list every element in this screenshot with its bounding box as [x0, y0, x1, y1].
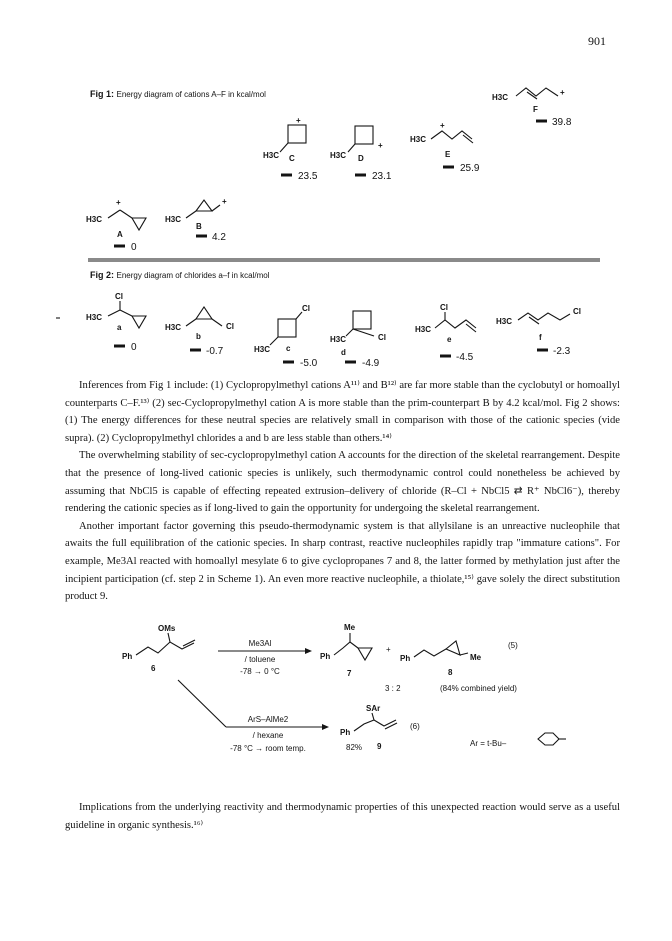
- paragraph-3: Another important factor governing this pseudo-thermodynamic system is that allylsilane is an unreactive nucleophile that awaits the full equilibration of the cationic species. In sharp contrast, reactive nucleophiles rapidly trap "immature cations". For example, Me3Al reacted with homoallyl mesylate 6 to give cyclopropanes 7 and 8, the latter formed by methylation just after the incipient participation (cf. step 2 in Scheme 1). An even more reactive nucleophile, a thiolate,¹⁵⁾ gave solely the direct substitution product 9.: [65, 520, 620, 603]
- svg-text:+: +: [222, 197, 227, 206]
- chloride-f-energy: -2.3: [553, 346, 571, 357]
- svg-text:Ph: Ph: [340, 728, 351, 737]
- svg-text:OMs: OMs: [158, 624, 176, 633]
- chloride-c-energy: -5.0: [300, 358, 318, 369]
- chloride-a-label: a: [117, 323, 122, 332]
- cation-E-energy: 25.9: [460, 163, 480, 174]
- product-ratio: 3 : 2: [385, 684, 401, 693]
- chloride-f: [496, 307, 581, 357]
- cation-D-label: D: [358, 154, 364, 163]
- svg-text:H3C: H3C: [496, 317, 513, 326]
- svg-text:H3C: H3C: [165, 215, 182, 224]
- combined-yield: (84% combined yield): [440, 684, 517, 693]
- chloride-e-energy: -4.5: [456, 352, 474, 363]
- yield-9: 82%: [346, 743, 363, 752]
- svg-text:H3C: H3C: [415, 325, 432, 334]
- chloride-b: [165, 307, 234, 357]
- chloride-a-energy: 0: [131, 342, 137, 353]
- paragraph-2: The overwhelming stability of sec-cyclopropylmethyl cation A accounts for the direction of the skeletal rearrangement. Despite that the presence of long-lived cationic species is unlikely, such thermodynamic control could nonetheless be achieved by assuming that NbCl5 is capable of effecting repeated extrusion–delivery of chloride (R–Cl + NbCl5 ⇄ R⁺ NbCl6⁻), thereby rendering the cationic species as if long-lived to gain the opportunity for undergoing the skeletal rearrangement.: [65, 450, 620, 515]
- closing-paragraph: Implications from the underlying reactivity and thermodynamic properties of this unexpected reaction would serve as a useful guideline in organic synthesis.¹⁶⁾: [65, 802, 620, 831]
- reagent-me3al: Me3Al: [248, 639, 272, 648]
- chloride-e-label: e: [447, 335, 452, 344]
- svg-text:H3C: H3C: [330, 151, 347, 160]
- svg-text:Cl: Cl: [573, 307, 581, 316]
- svg-text:Ph: Ph: [320, 652, 331, 661]
- fig1-caption-text: Energy diagram of cations A–F in kcal/mol: [116, 90, 266, 99]
- cation-E-label: E: [445, 150, 451, 159]
- cation-D-energy: 23.1: [372, 171, 392, 182]
- solvent-toluene: / toluene: [244, 655, 276, 664]
- compound-8-label: 8: [448, 668, 453, 677]
- svg-text:H3C: H3C: [165, 323, 182, 332]
- svg-text:H3C: H3C: [86, 313, 103, 322]
- svg-text:+: +: [440, 121, 445, 130]
- svg-text:H3C: H3C: [492, 93, 509, 102]
- svg-text:H3C: H3C: [263, 151, 280, 160]
- svg-text:Cl: Cl: [378, 333, 386, 342]
- equation-6-label: (6): [410, 722, 420, 731]
- fig2-label: Fig 2: [90, 270, 112, 280]
- svg-text:+: +: [296, 116, 301, 125]
- body-paragraphs: [65, 377, 620, 606]
- svg-text:Cl: Cl: [440, 303, 448, 312]
- fig2-caption: Fig 2: Energy diagram of chlorides a–f in kcal/mol: [90, 270, 270, 280]
- svg-text:H3C: H3C: [254, 345, 271, 354]
- chloride-d: [330, 311, 386, 369]
- chloride-b-label: b: [196, 332, 201, 341]
- fig1-label: Fig 1: [90, 89, 112, 99]
- cation-C-label: C: [289, 154, 295, 163]
- aryl-definition: Ar = t-Bu–: [470, 739, 507, 748]
- svg-text:H3C: H3C: [330, 335, 347, 344]
- cation-F-label: F: [533, 105, 538, 114]
- compound-9-label: 9: [377, 742, 382, 751]
- chloride-b-energy: -0.7: [206, 346, 224, 357]
- svg-text:Cl: Cl: [115, 292, 123, 301]
- svg-text:Cl: Cl: [226, 322, 234, 331]
- svg-text:Cl: Cl: [302, 304, 310, 313]
- compound-7-label: 7: [347, 669, 352, 678]
- reagent-thiolate: ArS–AlMe2: [247, 715, 289, 724]
- page-number: 901: [588, 34, 606, 48]
- fig1-caption: Fig 1: Energy diagram of cations A–F in kcal/mol: [90, 89, 266, 99]
- chloride-c: [254, 304, 318, 369]
- svg-text:Me: Me: [344, 623, 356, 632]
- svg-text:Me: Me: [470, 653, 482, 662]
- svg-text:Ph: Ph: [400, 654, 411, 663]
- svg-text:+: +: [378, 141, 383, 150]
- chloride-c-label: c: [286, 344, 291, 353]
- temp-1: -78 → 0 °C: [240, 667, 280, 676]
- cation-F-energy: 39.8: [552, 117, 572, 128]
- svg-text:+: +: [560, 88, 565, 97]
- fig2-caption-text: Energy diagram of chlorides a–f in kcal/mol: [116, 271, 270, 280]
- cation-B-energy: 4.2: [212, 232, 226, 243]
- reaction-scheme: [122, 623, 566, 753]
- benzene-ring-icon: [538, 733, 559, 745]
- svg-text:H3C: H3C: [410, 135, 427, 144]
- chloride-f-label: f: [539, 333, 542, 342]
- cation-A: [86, 198, 146, 253]
- cation-A-energy: 0: [131, 242, 137, 253]
- temp-2: -78 °C → room temp.: [230, 744, 306, 753]
- cation-C-energy: 23.5: [298, 171, 318, 182]
- equation-5-label: (5): [508, 641, 518, 650]
- cation-F: [492, 88, 572, 128]
- chloride-d-label: d: [341, 348, 346, 357]
- cation-E: [410, 121, 480, 174]
- compound-6-label: 6: [151, 664, 156, 673]
- svg-text:Ph: Ph: [122, 652, 133, 661]
- svg-text:H3C: H3C: [86, 215, 103, 224]
- svg-text:SAr: SAr: [366, 704, 381, 713]
- paragraph-1: Inferences from Fig 1 include: (1) Cyclopropylmethyl cations A¹¹⁾ and B¹²⁾ are far more stable than the cyclobutyl or homoallyl counterparts C–F.¹³⁾ (2) sec-Cyclopropylmethyl cation A is more stable than the prim-counterpart B by 4.2 kcal/mol. Fig 2 shows: (1) The energy differences for these neutral species are relatively small in comparison with those of the cationic species (vide supra). (2) Cyclopropylmethyl chlorides a and b are less stable than others.¹⁴⁾: [65, 380, 620, 444]
- cation-B: [165, 197, 227, 243]
- solvent-hexane: / hexane: [252, 731, 284, 740]
- closing-section: [65, 799, 620, 834]
- chloride-e: [415, 303, 476, 363]
- svg-text:+: +: [116, 198, 121, 207]
- cation-B-label: B: [196, 222, 202, 231]
- chloride-d-energy: -4.9: [362, 358, 380, 369]
- chloride-a: [86, 292, 146, 353]
- cation-A-label: A: [117, 230, 123, 239]
- svg-text:+: +: [386, 645, 391, 654]
- cation-C: [263, 116, 318, 182]
- cation-D: [330, 126, 392, 182]
